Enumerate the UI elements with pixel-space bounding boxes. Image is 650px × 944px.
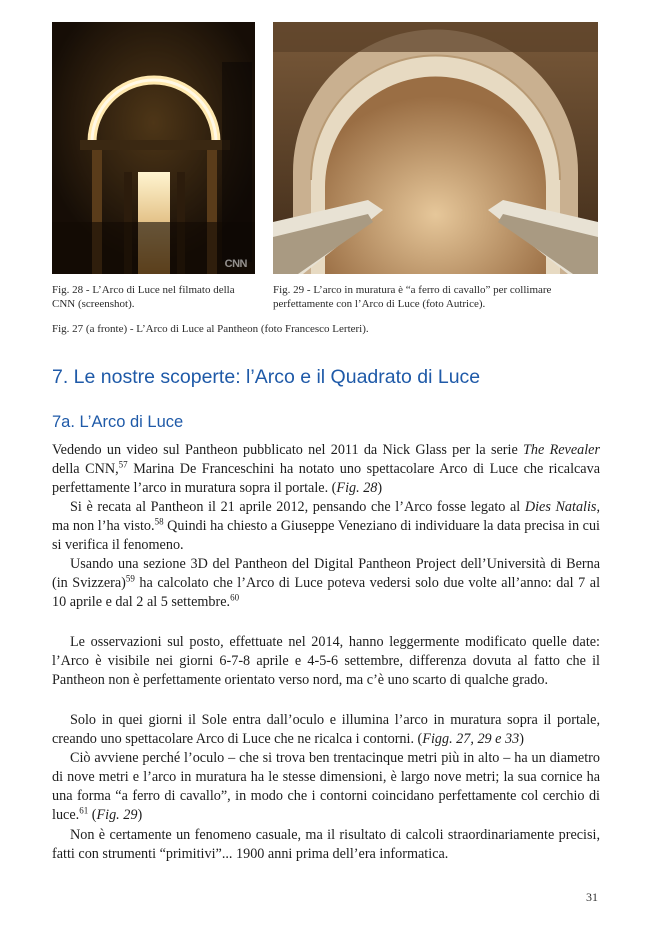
figure-28-caption: Fig. 28 - L’Arco di Luce nel filmato della CNN (screenshot). <box>52 284 235 310</box>
text-run: Quindi ha chiesto a Giuseppe Veneziano di individuare la data precisa in cui si verifica il fenomeno. <box>52 518 600 553</box>
text-run: Usando una sezione 3D del Pantheon del Digital Pantheon Project dell’Università di Berna (in Svizzera) <box>52 556 600 591</box>
text-run: , ma non l’ha visto. <box>52 499 600 534</box>
italic-term: Dies Natalis <box>524 499 597 515</box>
text-run: ) <box>137 807 143 823</box>
figure-ref: Fig. 29 <box>96 807 138 823</box>
subsection-heading: 7a. L’Arco di Luce <box>52 413 184 431</box>
body-paragraph-7 <box>52 826 600 864</box>
text-run: ) <box>377 480 383 496</box>
arch-of-light-cnn-image <box>52 22 255 274</box>
text-run: ) <box>519 731 524 747</box>
figure-29-photo <box>273 22 598 274</box>
text-run: Le osservazioni sul posto, effettuate nel 2014, hanno leggermente modificato quelle date: l’Arco è visibile nei giorni 6-7-8 aprile e 4-5-6 settembre, differenza dovuta al fatto che il Pantheon non è perfettamente orientato verso nord, ma c’è uno scarto di qualche grado. <box>52 634 600 688</box>
masonry-arch-image <box>273 22 598 274</box>
body-paragraph-3 <box>52 555 600 612</box>
figure-28-photo <box>52 22 255 274</box>
footnote-ref: 57 <box>118 459 128 470</box>
text-run: Vedendo un video sul Pantheon pubblicato nel 2011 da Nick Glass per la serie <box>52 442 524 458</box>
italic-title: The Revealer <box>523 442 600 458</box>
text-run: ( <box>88 807 97 823</box>
text-run: Non è certamente un fenomeno casuale, ma il risultato di calcoli straordinariamente precisi, fatti con strumenti “primitivi”... 1900 anni prima dell’era informatica. <box>52 827 600 862</box>
text-run: Solo in quei giorni il Sole entra dall’oculo e illumina l’arco in muratura sopra il portale, creando uno spettacolare Arco di Luce che ne ricalca i contorni. ( <box>52 712 600 747</box>
body-paragraph-6 <box>52 749 600 825</box>
figure-29-caption: Fig. 29 - L’arco in muratura è “a ferro di cavallo” per collimare perfettamente con l’Arco di Luce (foto Autrice). <box>273 284 552 310</box>
figure-ref: Fig. 28 <box>336 480 378 496</box>
cnn-watermark: CNN <box>224 258 247 270</box>
body-paragraph-2 <box>52 498 600 555</box>
figure-ref: Figg. 27, 29 e 33 <box>422 731 520 747</box>
text-run: Marina De Franceschini ha notato uno spettacolare Arco di Luce che ricalcava perfettamente l’arco in muratura sopra il portale. ( <box>52 461 600 496</box>
text-run: Ciò avviene perché l’oculo – che si trova ben trentacinque metri più in alto – ha un diametro di nove metri e l’arco in muratura ha le stesse dimensioni, è largo nove metri; la sua cornice ha una forma “a ferro di cavallo”, in modo che i contorni coincidano perfettamente col cerchio di luce. <box>52 750 600 823</box>
text-run: ha calcolato che l’Arco di Luce poteva vedersi solo due volte all’anno: dal 7 al 10 aprile e dal 2 al 5 settembre. <box>52 575 601 610</box>
footnote-ref: 60 <box>230 592 240 603</box>
body-paragraph-1 <box>52 441 600 498</box>
body-paragraph-4 <box>52 633 600 690</box>
text-run: della CNN, <box>52 461 119 477</box>
footnote-ref: 59 <box>125 573 135 584</box>
figure-27-caption: Fig. 27 (a fronte) - L’Arco di Luce al Pantheon (foto Francesco Lerteri). <box>52 323 369 335</box>
body-paragraph-5 <box>52 711 600 749</box>
page-number: 31 <box>586 890 598 904</box>
text-run: Si è recata al Pantheon il 21 aprile 2012, pensando che l’Arco fosse legato al <box>70 499 525 515</box>
footnote-ref: 61 <box>79 805 89 816</box>
footnote-ref: 58 <box>154 516 164 527</box>
section-heading: 7. Le nostre scoperte: l’Arco e il Quadrato di Luce <box>52 366 481 388</box>
